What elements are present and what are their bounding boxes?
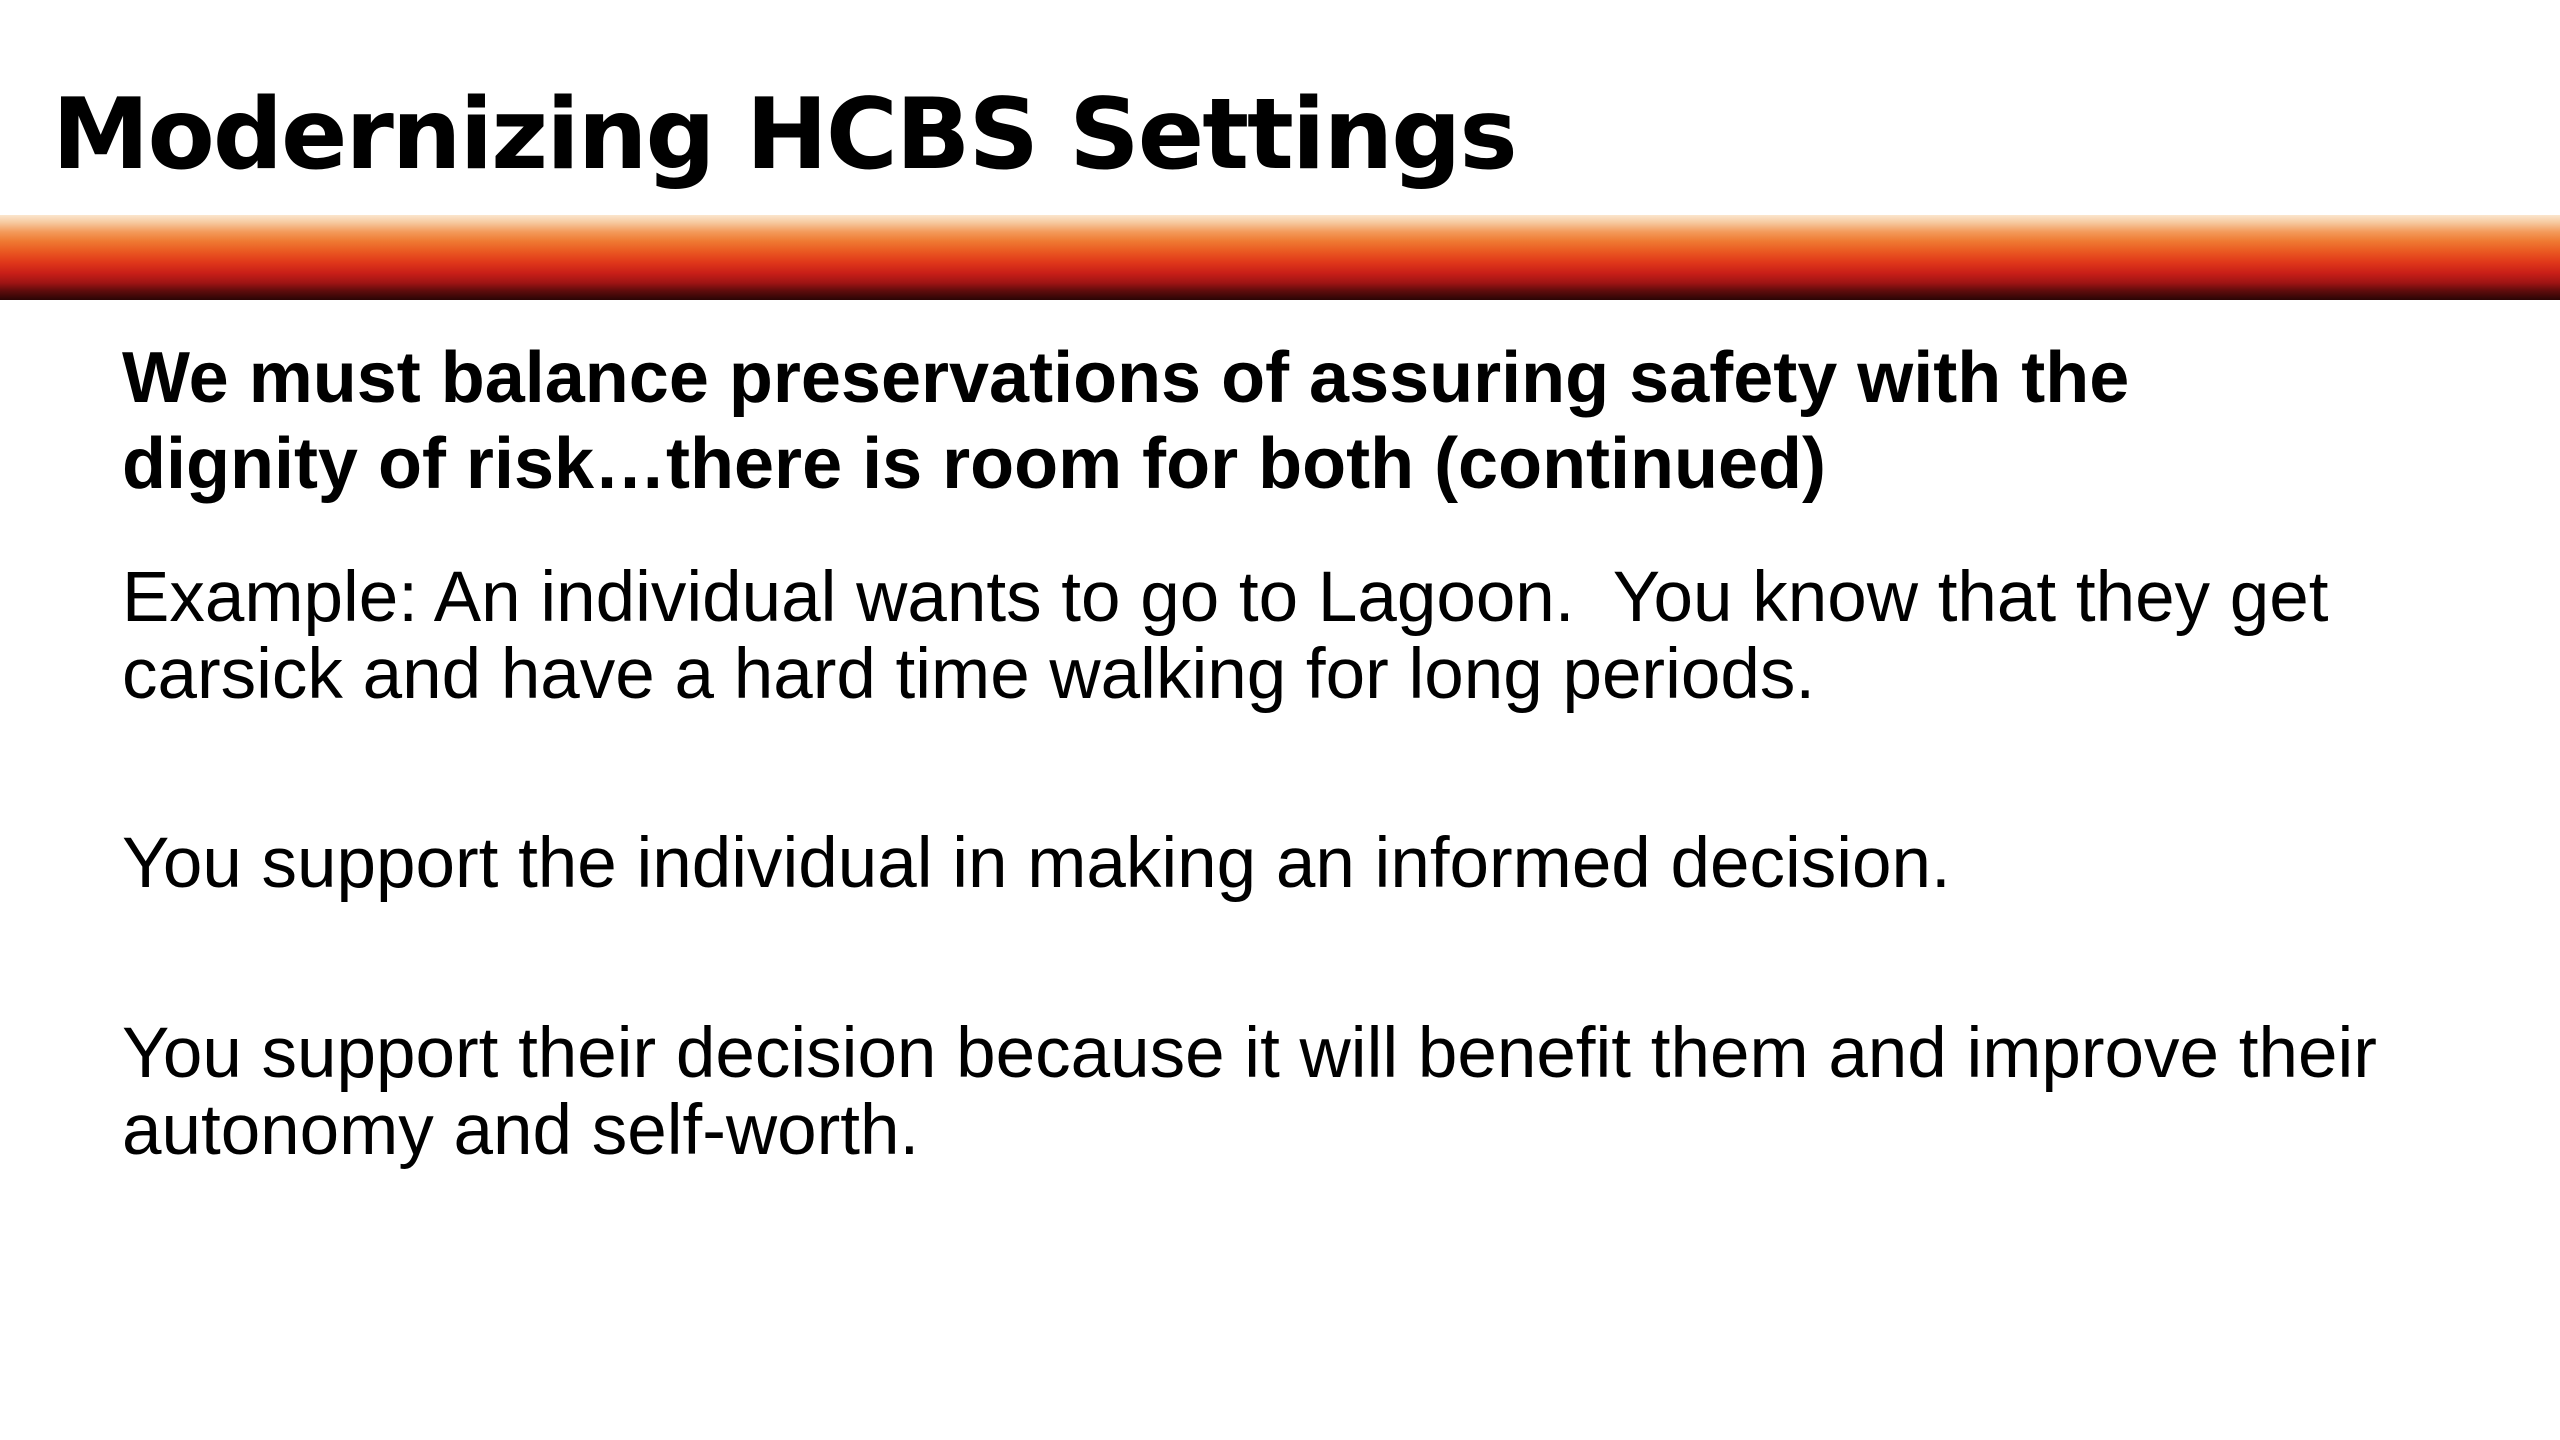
slide-title: Modernizing HCBS Settings [52, 78, 1516, 192]
subheading-line: We must balance preservations of assuring safety with the [122, 338, 2130, 418]
example-paragraph [122, 559, 2522, 713]
paragraph-line: Example: An individual wants to go to Lagoon. You know that they get [122, 558, 2329, 637]
paragraph-line: You support the individual in making an informed decision. [122, 824, 1951, 903]
paragraph-line: autonomy and self-worth. [122, 1091, 920, 1170]
paragraph-line: You support their decision because it will benefit them and improve their [122, 1014, 2377, 1093]
paragraph-line: carsick and have a hard time walking for long periods. [122, 635, 1816, 714]
slide-subheading [122, 335, 2522, 507]
slide-body [122, 335, 2522, 1169]
subheading-line: dignity of risk…there is room for both (continued) [122, 424, 1826, 504]
support-informed-decision-paragraph [122, 825, 2522, 902]
title-divider-bar [0, 215, 2560, 300]
support-decision-paragraph [122, 1015, 2522, 1169]
